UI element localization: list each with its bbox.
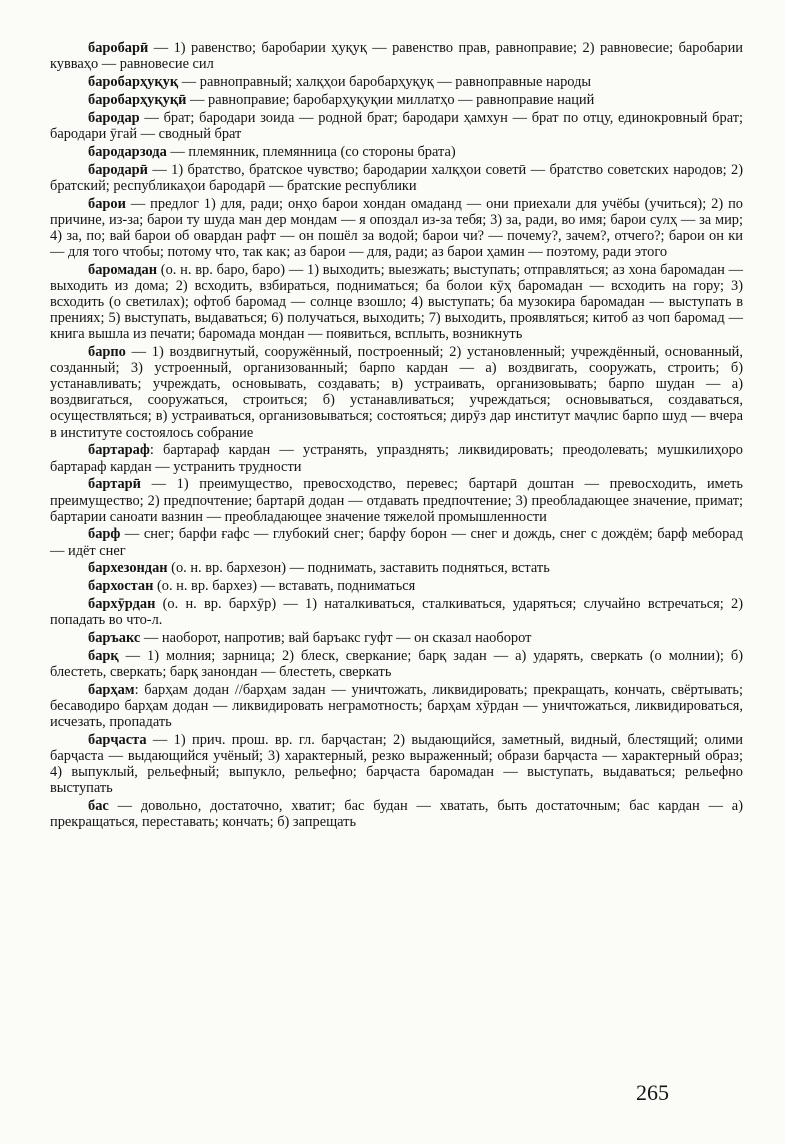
dictionary-entry: [50, 40, 743, 72]
entry-definition: — племянник, племянница (со стороны брата): [166, 143, 456, 160]
dictionary-entry: [50, 648, 743, 680]
entry-definition: — 1) равенство; баробарии ҳуқуқ — равенство прав, равноправие; 2) равновесие; баробарии кувваҳо — равновесие сил: [50, 40, 743, 73]
dictionary-entry: [50, 526, 743, 558]
dictionary-page: [50, 40, 743, 832]
dictionary-entry: [50, 162, 743, 194]
entry-headword: бас: [88, 798, 109, 815]
dictionary-entry: [50, 682, 743, 730]
entry-definition: — 1) братство, братское чувство; бародарии халқҳои советӣ — братство советских народов; 2) братский; республикаҳои бародарӣ — братские республики: [50, 161, 743, 194]
dictionary-entry: [50, 262, 743, 342]
entry-definition: — наоборот, напротив; вай баръакс гуфт — он сказал наоборот: [140, 630, 532, 647]
entry-definition: : барҳам додан //барҳам задан — уничтожать, ликвидировать; прекращать, кончать, свёртывать; бесаводиро барҳам додан — ликвидировать неграмотность; барҳам хӯрдан — уничтожаться, ликвидироваться, исчезать, пропадать: [50, 682, 743, 731]
entry-headword: барҷаста: [88, 732, 147, 749]
dictionary-entry: [50, 196, 743, 260]
entry-headword: баробарҳуқуқӣ: [88, 91, 187, 108]
dictionary-entry: [50, 144, 743, 160]
entry-definition: — 1) прич. прош. вр. гл. барҷастан; 2) выдающийся, заметный, видный, блестящий; олими барҷаста — выдающийся учёный; 3) характерный, резко выраженный; образи барҷаста — характерный образ; 4) выпуклый, рельефный; выпукло, рельефно; барҷаста баромадан — выступать, выдаваться; рельефно выступать: [50, 732, 743, 797]
entry-definition: (о. н. вр. бархез) — вставать, подниматься: [153, 578, 416, 595]
entry-definition: — 1) молния; зарница; 2) блеск, сверкание; барқ задан — а) ударять, сверкать (о молнии); б) блестеть, сверкать; барқ занондан — блестеть, сверкать: [50, 648, 743, 681]
entry-definition: — снег; барфи ғафс — глубокий снег; барфу борон — снег и дождь, снег с дождём; барф меборад — идёт снег: [50, 526, 743, 559]
entry-headword: баръакс: [88, 630, 141, 647]
dictionary-entry: [50, 92, 743, 108]
entry-definition: (о. н. вр. баро, баро) — 1) выходить; выезжать; выступать; отправляться; аз хона баромадан — выходить из дома; 2) всходить, взбираться, подниматься; ба болои кӯҳ баромадан — всходить на гору; 3) всходить (о светилах); офтоб баромад — солнце взошло; 4) выступать; ба музокира баромадан — выступать в прениях; 5) выступать, выдаваться; 6) получаться, выходить; 7) выходить, проявляться; китоб аз чоп баромад — книга вышла из печати; баромада мондан — появиться, всплыть, возникнуть: [50, 261, 743, 343]
entry-definition: — довольно, достаточно, хватит; бас будан — хватать, быть достаточным; бас кардан — а) прекращаться, переставать; кончать; б) запрещать: [50, 798, 743, 831]
dictionary-entry: [50, 476, 743, 524]
page-number: 265: [636, 1080, 669, 1105]
entry-headword: баробарҳуқуқ: [88, 73, 179, 90]
dictionary-entry: [50, 630, 743, 646]
entry-definition: (о. н. вр. бархезон) — поднимать, заставить подняться, встать: [167, 560, 550, 577]
entry-definition: — 1) воздвигнутый, сооружённый, построенный; 2) установленный; учреждённый, основанный, созданный; 3) устроенный, организованный; барпо кардан — а) воздвигать, сооружать, строить; б) устанавливать; учреждать, основывать, создавать; в) устраивать, организовывать; барпо шудан — а) воздвигаться, сооружаться, строиться; б) устанавливаться; учреждаться; основываться, создаваться, осуществляться; в) устраиваться, организовываться; состояться; дирӯз дар институт маҷлис барпо шуд — вчера в институте состоялось собрание: [50, 344, 743, 441]
entry-headword: барҳам: [88, 682, 135, 699]
entry-headword: бархостан: [88, 578, 154, 595]
entry-definition: — 1) преимущество, превосходство, перевес; бартарӣ доштан — превосходить, иметь преимущество; 2) предпочтение; бартарӣ додан — отдавать предпочтение; 3) преобладающее значение, примат; бартарии саноати вазнин — преобладающее значение тяжелой промышленности: [50, 476, 743, 525]
dictionary-entry: [50, 798, 743, 830]
entry-headword: бародарзода: [88, 143, 167, 160]
entry-definition: — брат; бародари зоида — родной брат; бародари ҳамхун — брат по отцу, единокровный брат; бародари ӯгай — сводный брат: [50, 109, 743, 142]
entry-definition: — равноправие; баробарҳуқуқии миллатҳо — равноправие наций: [186, 91, 595, 108]
dictionary-entry: [50, 110, 743, 142]
entry-definition: — равноправный; халқҳои баробарҳуқуқ — равноправные народы: [178, 73, 592, 90]
dictionary-entry: [50, 344, 743, 441]
dictionary-entry: [50, 596, 743, 628]
entry-headword: бартараф: [88, 442, 150, 459]
dictionary-entry: [50, 732, 743, 796]
entry-headword: бархезондан: [88, 560, 168, 577]
dictionary-entry: [50, 578, 743, 594]
entry-headword: баромадан: [88, 261, 157, 278]
entry-headword: бародарӣ: [88, 161, 148, 178]
entry-headword: барои: [88, 195, 126, 212]
dictionary-entry: [50, 560, 743, 576]
entry-headword: барф: [88, 526, 121, 543]
entry-headword: барпо: [88, 344, 126, 361]
entry-headword: бартарӣ: [88, 476, 141, 493]
entry-headword: бародар: [88, 109, 140, 126]
entry-definition: — предлог 1) для, ради; онҳо барои хондан омаданд — они приехали для учёбы (учиться); 2) по причине, из-за; барои ту шуда ман дер мондам — я опоздал из-за тебя; 3) за, ради, во имя; барои сулҳ — за мир; 4) за, по; вай барои об овардан рафт — он пошёл за водой; барои чи? — почему?, зачем?, отчего?; барои он ки — для того чтобы; потому что, так как; аз барои — для, ради; аз барои ҳамин — поэтому, ради этого: [50, 195, 743, 260]
entry-headword: барқ: [88, 648, 119, 665]
entry-headword: бархӯрдан: [88, 596, 156, 613]
entry-definition: : бартараф кардан — устранять, упразднять; ликвидировать; преодолевать; мушкилиҳоро бартараф кардан — устранить трудности: [50, 442, 743, 475]
entry-headword: баробарӣ: [88, 40, 149, 56]
dictionary-entry: [50, 442, 743, 474]
entry-definition: (о. н. вр. бархӯр) — 1) наталкиваться, сталкиваться, ударяться; случайно встречаться; 2) попадать во что-л.: [50, 596, 743, 629]
dictionary-entry: [50, 74, 743, 90]
